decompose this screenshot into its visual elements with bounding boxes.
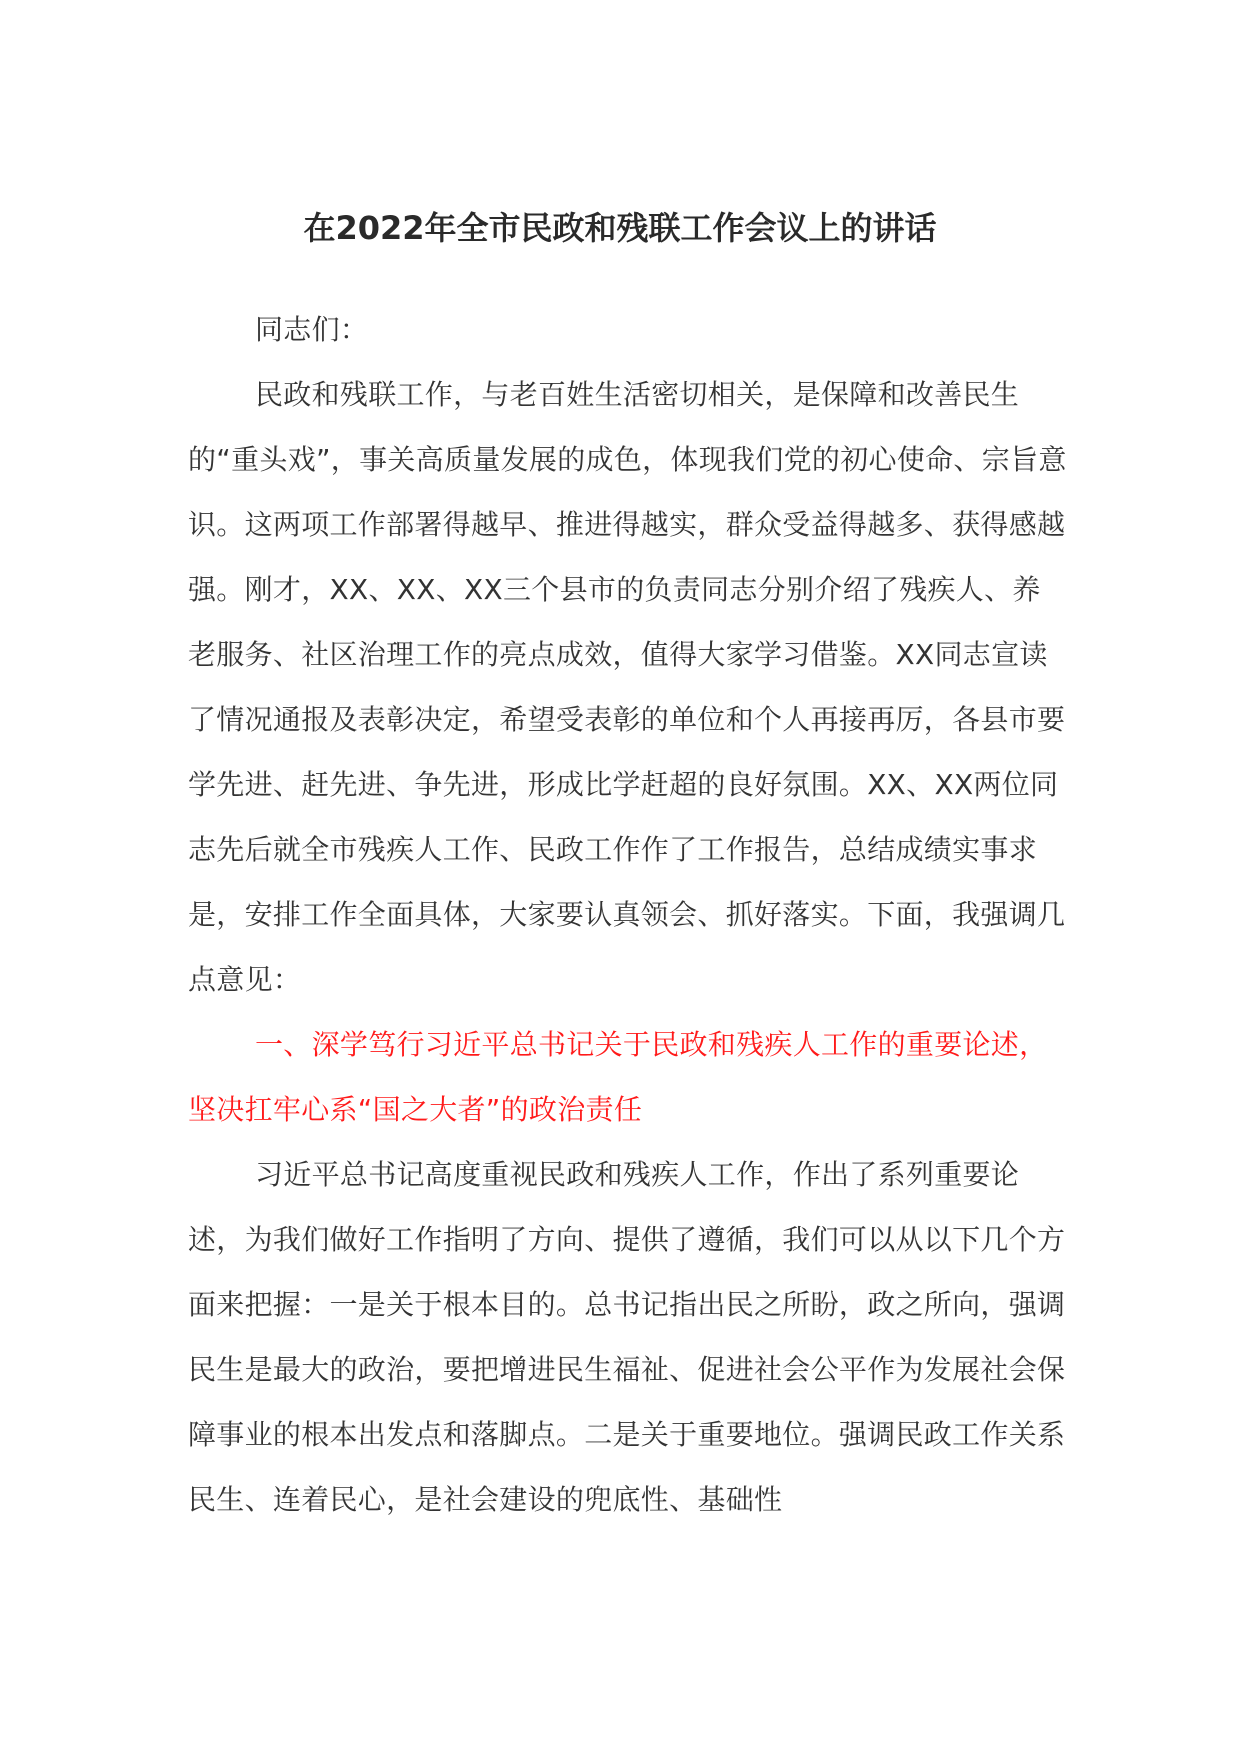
section-paragraph: 习近平总书记高度重视民政和残疾人工作，作出了系列重要论述，为我们做好工作指明了方向、提供了遵循，我们可以从以下几个方面来把握：一是关于根本目的。总书记指出民之所盼，政之所向，强调民生是最大的政治，要把增进民生福祉、促进社会公平作为发展社会保障事业的根本出发点和落脚点。二是关于重要地位。强调民政工作关系民生、连着民心，是社会建设的兜底性、基础性 — [188, 1158, 1066, 1516]
salutation: 同志们： — [255, 313, 369, 346]
document-body — [188, 297, 1068, 1532]
document-title: 在2022年全市民政和残联工作会议上的讲话 — [303, 209, 937, 247]
intro-paragraph: 民政和残联工作，与老百姓生活密切相关，是保障和改善民生的“重头戏”，事关高质量发展的成色，体现我们党的初心使命、宗旨意识。这两项工作部署得越早、推进得越实，群众受益得越多、获得感越强。刚才，XX、XX、XX三个县市的负责同志分别介绍了残疾人、养老服务、社区治理工作的亮点成效，值得大家学习借鉴。XX同志宣读了情况通报及表彰决定，希望受表彰的单位和个人再接再厉，各县市要学先进、赶先进、争先进，形成比学赶超的良好氛围。XX、XX两位同志先后就全市残疾人工作、民政工作作了工作报告，总结成绩实事求是，安排工作全面具体，大家要认真领会、抓好落实。下面，我强调几点意见： — [188, 378, 1067, 996]
section-heading: 一、深学笃行习近平总书记关于民政和残疾人工作的重要论述，坚决扛牢心系“国之大者”的政治责任 — [188, 1028, 1048, 1126]
